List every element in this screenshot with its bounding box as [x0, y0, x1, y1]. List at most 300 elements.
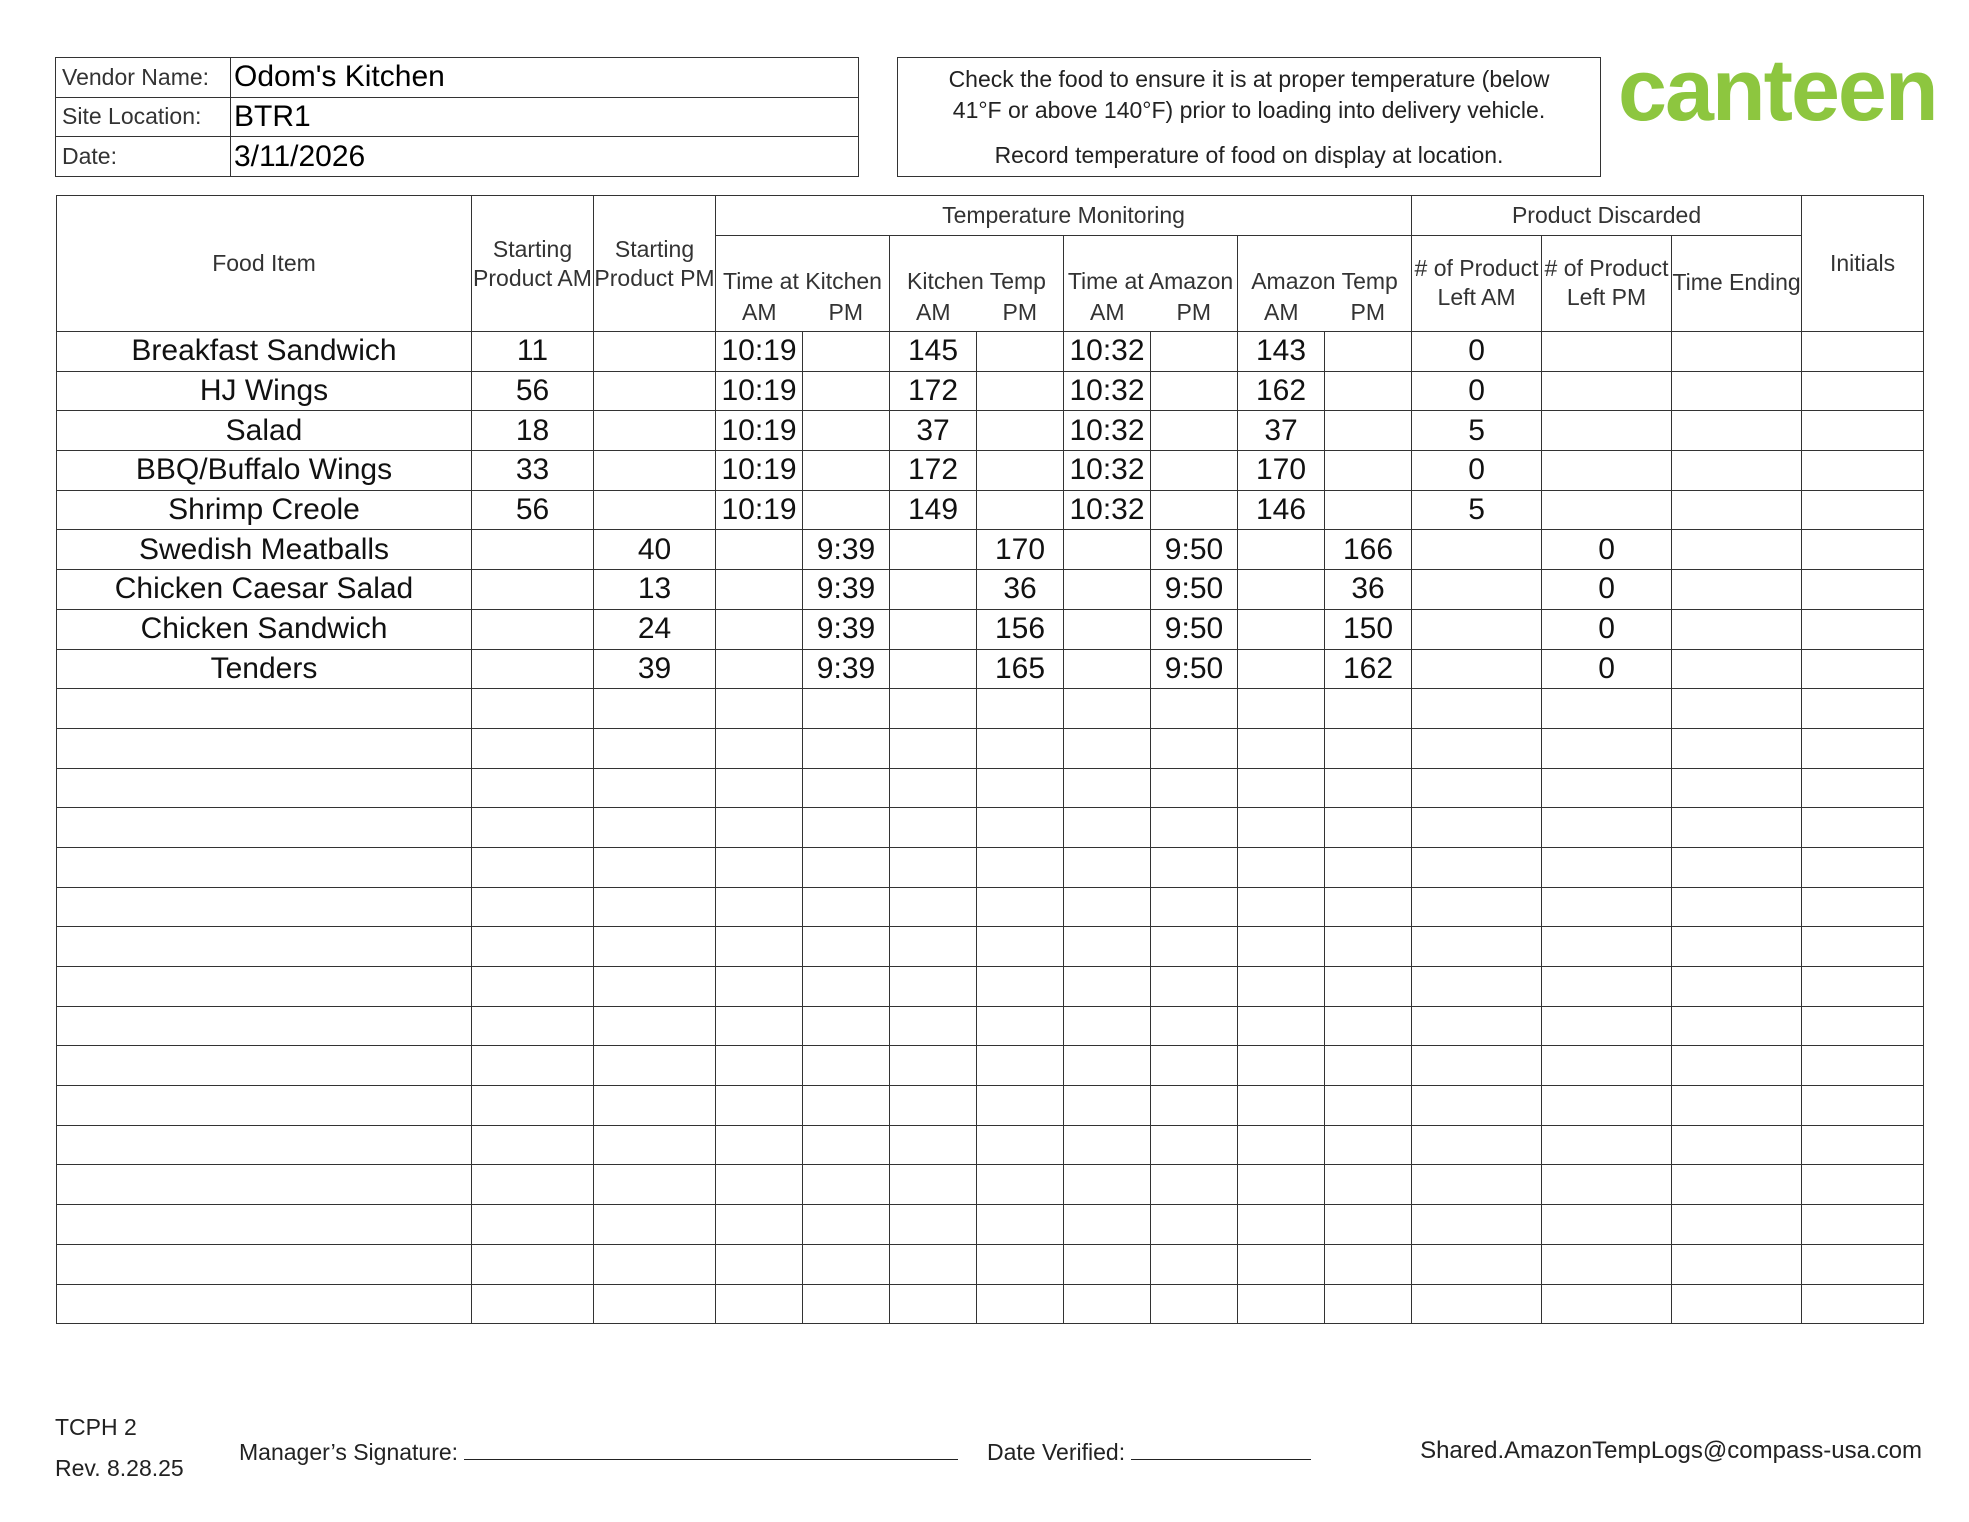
cell-amazon-time-pm[interactable]: [1151, 967, 1238, 1007]
cell-kitchen-temp-am[interactable]: [890, 887, 977, 927]
cell-food-item[interactable]: Chicken Sandwich: [57, 609, 472, 649]
date-field[interactable]: 3/11/2026: [231, 137, 859, 177]
cell-amazon-temp-am[interactable]: [1238, 967, 1325, 1007]
cell-initials[interactable]: [1802, 609, 1924, 649]
cell-initials[interactable]: [1802, 1244, 1924, 1284]
cell-left-am[interactable]: 0: [1412, 332, 1542, 372]
cell-kitchen-temp-pm[interactable]: [977, 728, 1064, 768]
cell-food-item[interactable]: [57, 768, 472, 808]
cell-food-item[interactable]: [57, 1046, 472, 1086]
cell-kitchen-time-am[interactable]: [716, 1205, 803, 1245]
cell-starting-pm[interactable]: [594, 847, 716, 887]
cell-amazon-temp-pm[interactable]: [1325, 332, 1412, 372]
cell-starting-am[interactable]: [472, 768, 594, 808]
cell-kitchen-temp-am[interactable]: [890, 1244, 977, 1284]
cell-kitchen-temp-pm[interactable]: [977, 887, 1064, 927]
cell-time-ending[interactable]: [1672, 570, 1802, 610]
cell-amazon-temp-am[interactable]: [1238, 530, 1325, 570]
cell-left-am[interactable]: 5: [1412, 411, 1542, 451]
cell-starting-am[interactable]: [472, 887, 594, 927]
cell-time-ending[interactable]: [1672, 847, 1802, 887]
cell-amazon-temp-pm[interactable]: [1325, 451, 1412, 491]
cell-left-am[interactable]: [1412, 1125, 1542, 1165]
cell-left-am[interactable]: [1412, 728, 1542, 768]
cell-starting-am[interactable]: [472, 1086, 594, 1126]
cell-food-item[interactable]: [57, 1205, 472, 1245]
cell-amazon-time-pm[interactable]: 9:50: [1151, 530, 1238, 570]
cell-left-pm[interactable]: [1542, 689, 1672, 729]
cell-kitchen-time-pm[interactable]: 9:39: [803, 570, 890, 610]
cell-amazon-temp-am[interactable]: [1238, 570, 1325, 610]
cell-amazon-temp-pm[interactable]: [1325, 689, 1412, 729]
cell-left-am[interactable]: [1412, 1086, 1542, 1126]
date-verified-line[interactable]: [1131, 1437, 1311, 1460]
cell-amazon-time-am[interactable]: 10:32: [1064, 371, 1151, 411]
cell-kitchen-temp-am[interactable]: [890, 570, 977, 610]
cell-time-ending[interactable]: [1672, 490, 1802, 530]
cell-kitchen-temp-pm[interactable]: 165: [977, 649, 1064, 689]
cell-kitchen-temp-am[interactable]: [890, 1205, 977, 1245]
cell-amazon-temp-pm[interactable]: 36: [1325, 570, 1412, 610]
cell-starting-pm[interactable]: [594, 411, 716, 451]
cell-kitchen-time-am[interactable]: [716, 847, 803, 887]
cell-amazon-temp-am[interactable]: [1238, 808, 1325, 848]
cell-kitchen-temp-pm[interactable]: 170: [977, 530, 1064, 570]
cell-initials[interactable]: [1802, 570, 1924, 610]
cell-starting-am[interactable]: [472, 1205, 594, 1245]
cell-kitchen-time-am[interactable]: [716, 1284, 803, 1324]
cell-left-pm[interactable]: 0: [1542, 570, 1672, 610]
cell-amazon-time-am[interactable]: [1064, 1125, 1151, 1165]
cell-left-pm[interactable]: [1542, 1165, 1672, 1205]
cell-left-am[interactable]: [1412, 609, 1542, 649]
cell-amazon-temp-pm[interactable]: [1325, 1046, 1412, 1086]
cell-kitchen-temp-am[interactable]: [890, 1125, 977, 1165]
cell-kitchen-temp-am[interactable]: [890, 728, 977, 768]
cell-food-item[interactable]: [57, 728, 472, 768]
cell-amazon-time-pm[interactable]: [1151, 490, 1238, 530]
cell-starting-pm[interactable]: [594, 927, 716, 967]
cell-initials[interactable]: [1802, 768, 1924, 808]
cell-starting-am[interactable]: 18: [472, 411, 594, 451]
cell-time-ending[interactable]: [1672, 728, 1802, 768]
cell-initials[interactable]: [1802, 967, 1924, 1007]
cell-amazon-time-pm[interactable]: [1151, 1284, 1238, 1324]
cell-amazon-temp-pm[interactable]: [1325, 728, 1412, 768]
cell-amazon-time-pm[interactable]: [1151, 1006, 1238, 1046]
cell-left-pm[interactable]: [1542, 1205, 1672, 1245]
cell-kitchen-time-pm[interactable]: [803, 1244, 890, 1284]
cell-food-item[interactable]: Tenders: [57, 649, 472, 689]
cell-amazon-time-am[interactable]: [1064, 689, 1151, 729]
cell-amazon-temp-pm[interactable]: [1325, 411, 1412, 451]
cell-initials[interactable]: [1802, 689, 1924, 729]
cell-kitchen-temp-am[interactable]: [890, 967, 977, 1007]
cell-left-am[interactable]: 5: [1412, 490, 1542, 530]
cell-kitchen-time-pm[interactable]: [803, 1205, 890, 1245]
cell-amazon-time-pm[interactable]: [1151, 1125, 1238, 1165]
cell-left-pm[interactable]: [1542, 1086, 1672, 1126]
cell-amazon-time-pm[interactable]: [1151, 689, 1238, 729]
cell-time-ending[interactable]: [1672, 1244, 1802, 1284]
cell-initials[interactable]: [1802, 728, 1924, 768]
cell-time-ending[interactable]: [1672, 451, 1802, 491]
cell-left-am[interactable]: [1412, 1244, 1542, 1284]
cell-starting-am[interactable]: [472, 1046, 594, 1086]
cell-amazon-temp-am[interactable]: 162: [1238, 371, 1325, 411]
cell-kitchen-temp-am[interactable]: 37: [890, 411, 977, 451]
cell-amazon-time-am[interactable]: [1064, 1244, 1151, 1284]
cell-amazon-temp-pm[interactable]: [1325, 847, 1412, 887]
cell-amazon-temp-am[interactable]: 37: [1238, 411, 1325, 451]
cell-kitchen-temp-pm[interactable]: [977, 1205, 1064, 1245]
cell-amazon-time-pm[interactable]: 9:50: [1151, 609, 1238, 649]
cell-amazon-time-am[interactable]: [1064, 570, 1151, 610]
cell-amazon-time-am[interactable]: [1064, 808, 1151, 848]
cell-left-pm[interactable]: [1542, 1244, 1672, 1284]
cell-kitchen-time-pm[interactable]: [803, 847, 890, 887]
cell-amazon-temp-pm[interactable]: [1325, 1284, 1412, 1324]
cell-starting-pm[interactable]: [594, 1205, 716, 1245]
cell-amazon-temp-am[interactable]: [1238, 887, 1325, 927]
cell-left-am[interactable]: [1412, 530, 1542, 570]
cell-kitchen-time-am[interactable]: [716, 728, 803, 768]
cell-amazon-temp-am[interactable]: 170: [1238, 451, 1325, 491]
cell-amazon-time-pm[interactable]: [1151, 451, 1238, 491]
cell-kitchen-temp-am[interactable]: [890, 847, 977, 887]
cell-kitchen-temp-am[interactable]: 145: [890, 332, 977, 372]
cell-starting-am[interactable]: [472, 570, 594, 610]
cell-left-pm[interactable]: [1542, 1046, 1672, 1086]
cell-time-ending[interactable]: [1672, 689, 1802, 729]
cell-starting-am[interactable]: 33: [472, 451, 594, 491]
cell-left-am[interactable]: [1412, 808, 1542, 848]
cell-amazon-time-am[interactable]: [1064, 728, 1151, 768]
cell-kitchen-time-am[interactable]: [716, 808, 803, 848]
cell-initials[interactable]: [1802, 332, 1924, 372]
cell-left-pm[interactable]: 0: [1542, 649, 1672, 689]
cell-amazon-time-pm[interactable]: [1151, 1244, 1238, 1284]
cell-food-item[interactable]: [57, 808, 472, 848]
vendor-name-field[interactable]: Odom's Kitchen: [231, 58, 859, 98]
cell-time-ending[interactable]: [1672, 1046, 1802, 1086]
cell-kitchen-time-am[interactable]: 10:19: [716, 490, 803, 530]
cell-food-item[interactable]: HJ Wings: [57, 371, 472, 411]
cell-kitchen-time-am[interactable]: [716, 1046, 803, 1086]
cell-starting-am[interactable]: [472, 927, 594, 967]
cell-amazon-time-am[interactable]: [1064, 1006, 1151, 1046]
cell-left-pm[interactable]: [1542, 490, 1672, 530]
cell-starting-am[interactable]: [472, 847, 594, 887]
cell-kitchen-temp-pm[interactable]: [977, 490, 1064, 530]
cell-left-pm[interactable]: [1542, 411, 1672, 451]
cell-time-ending[interactable]: [1672, 768, 1802, 808]
cell-starting-am[interactable]: 11: [472, 332, 594, 372]
cell-kitchen-temp-am[interactable]: 172: [890, 451, 977, 491]
cell-time-ending[interactable]: [1672, 1165, 1802, 1205]
cell-starting-am[interactable]: [472, 967, 594, 1007]
cell-starting-pm[interactable]: [594, 371, 716, 411]
cell-starting-pm[interactable]: [594, 1244, 716, 1284]
cell-starting-am[interactable]: 56: [472, 490, 594, 530]
cell-left-am[interactable]: [1412, 1006, 1542, 1046]
cell-left-am[interactable]: [1412, 1284, 1542, 1324]
cell-kitchen-temp-pm[interactable]: [977, 1244, 1064, 1284]
cell-starting-am[interactable]: [472, 808, 594, 848]
cell-food-item[interactable]: [57, 1284, 472, 1324]
cell-starting-am[interactable]: [472, 1284, 594, 1324]
cell-kitchen-time-pm[interactable]: [803, 927, 890, 967]
cell-kitchen-time-pm[interactable]: [803, 371, 890, 411]
cell-food-item[interactable]: [57, 887, 472, 927]
cell-food-item[interactable]: [57, 1086, 472, 1126]
cell-kitchen-time-am[interactable]: 10:19: [716, 332, 803, 372]
cell-kitchen-temp-pm[interactable]: 36: [977, 570, 1064, 610]
cell-left-pm[interactable]: [1542, 728, 1672, 768]
cell-kitchen-time-pm[interactable]: 9:39: [803, 609, 890, 649]
cell-starting-pm[interactable]: [594, 490, 716, 530]
cell-amazon-time-pm[interactable]: [1151, 371, 1238, 411]
cell-kitchen-temp-am[interactable]: [890, 1046, 977, 1086]
cell-amazon-temp-am[interactable]: [1238, 1125, 1325, 1165]
cell-amazon-time-pm[interactable]: [1151, 1086, 1238, 1126]
cell-food-item[interactable]: [57, 1244, 472, 1284]
cell-initials[interactable]: [1802, 1006, 1924, 1046]
cell-kitchen-time-am[interactable]: 10:19: [716, 371, 803, 411]
cell-amazon-time-pm[interactable]: [1151, 728, 1238, 768]
cell-amazon-temp-am[interactable]: [1238, 1284, 1325, 1324]
cell-kitchen-temp-pm[interactable]: [977, 1046, 1064, 1086]
cell-kitchen-time-am[interactable]: [716, 887, 803, 927]
cell-time-ending[interactable]: [1672, 371, 1802, 411]
cell-starting-am[interactable]: [472, 530, 594, 570]
cell-left-pm[interactable]: [1542, 808, 1672, 848]
cell-kitchen-temp-am[interactable]: 172: [890, 371, 977, 411]
cell-starting-pm[interactable]: [594, 728, 716, 768]
cell-amazon-temp-pm[interactable]: 150: [1325, 609, 1412, 649]
cell-amazon-time-am[interactable]: [1064, 530, 1151, 570]
cell-kitchen-time-pm[interactable]: [803, 411, 890, 451]
cell-kitchen-time-am[interactable]: [716, 1244, 803, 1284]
cell-starting-am[interactable]: [472, 689, 594, 729]
cell-time-ending[interactable]: [1672, 1284, 1802, 1324]
cell-left-am[interactable]: [1412, 1046, 1542, 1086]
cell-amazon-temp-am[interactable]: [1238, 1006, 1325, 1046]
cell-kitchen-temp-pm[interactable]: [977, 1284, 1064, 1324]
cell-left-am[interactable]: [1412, 1165, 1542, 1205]
cell-left-pm[interactable]: [1542, 1284, 1672, 1324]
cell-food-item[interactable]: Chicken Caesar Salad: [57, 570, 472, 610]
cell-kitchen-time-pm[interactable]: [803, 332, 890, 372]
cell-amazon-temp-am[interactable]: [1238, 768, 1325, 808]
cell-food-item[interactable]: [57, 1165, 472, 1205]
cell-kitchen-time-am[interactable]: [716, 1086, 803, 1126]
cell-left-am[interactable]: [1412, 689, 1542, 729]
cell-kitchen-temp-am[interactable]: [890, 768, 977, 808]
cell-left-pm[interactable]: [1542, 451, 1672, 491]
cell-kitchen-temp-am[interactable]: [890, 649, 977, 689]
cell-amazon-time-am[interactable]: [1064, 887, 1151, 927]
cell-starting-pm[interactable]: [594, 689, 716, 729]
cell-starting-pm[interactable]: 39: [594, 649, 716, 689]
cell-amazon-temp-pm[interactable]: [1325, 371, 1412, 411]
cell-starting-am[interactable]: [472, 609, 594, 649]
cell-food-item[interactable]: [57, 927, 472, 967]
cell-kitchen-temp-pm[interactable]: [977, 1125, 1064, 1165]
cell-time-ending[interactable]: [1672, 927, 1802, 967]
cell-initials[interactable]: [1802, 887, 1924, 927]
cell-amazon-time-pm[interactable]: [1151, 768, 1238, 808]
cell-amazon-time-am[interactable]: [1064, 1165, 1151, 1205]
cell-kitchen-time-pm[interactable]: 9:39: [803, 649, 890, 689]
cell-food-item[interactable]: Breakfast Sandwich: [57, 332, 472, 372]
cell-left-pm[interactable]: [1542, 847, 1672, 887]
cell-food-item[interactable]: Swedish Meatballs: [57, 530, 472, 570]
cell-amazon-temp-am[interactable]: [1238, 927, 1325, 967]
cell-kitchen-time-pm[interactable]: 9:39: [803, 530, 890, 570]
cell-time-ending[interactable]: [1672, 967, 1802, 1007]
cell-amazon-time-am[interactable]: [1064, 847, 1151, 887]
cell-starting-pm[interactable]: 13: [594, 570, 716, 610]
cell-amazon-temp-pm[interactable]: [1325, 1205, 1412, 1245]
cell-amazon-time-pm[interactable]: [1151, 927, 1238, 967]
cell-amazon-time-pm[interactable]: 9:50: [1151, 570, 1238, 610]
cell-left-pm[interactable]: [1542, 1006, 1672, 1046]
cell-left-am[interactable]: [1412, 847, 1542, 887]
cell-initials[interactable]: [1802, 451, 1924, 491]
cell-left-am[interactable]: [1412, 1205, 1542, 1245]
cell-time-ending[interactable]: [1672, 609, 1802, 649]
cell-kitchen-temp-pm[interactable]: [977, 451, 1064, 491]
cell-initials[interactable]: [1802, 1205, 1924, 1245]
cell-kitchen-time-pm[interactable]: [803, 967, 890, 1007]
cell-kitchen-temp-pm[interactable]: [977, 411, 1064, 451]
cell-amazon-temp-am[interactable]: [1238, 1205, 1325, 1245]
cell-kitchen-temp-am[interactable]: [890, 808, 977, 848]
cell-left-pm[interactable]: 0: [1542, 530, 1672, 570]
cell-kitchen-time-pm[interactable]: [803, 1165, 890, 1205]
cell-kitchen-time-pm[interactable]: [803, 728, 890, 768]
cell-starting-am[interactable]: [472, 1125, 594, 1165]
cell-left-pm[interactable]: [1542, 332, 1672, 372]
cell-kitchen-temp-pm[interactable]: [977, 927, 1064, 967]
cell-amazon-temp-pm[interactable]: [1325, 1244, 1412, 1284]
cell-initials[interactable]: [1802, 1046, 1924, 1086]
cell-kitchen-temp-pm[interactable]: [977, 1006, 1064, 1046]
cell-starting-pm[interactable]: [594, 1006, 716, 1046]
cell-amazon-temp-am[interactable]: [1238, 649, 1325, 689]
cell-left-am[interactable]: [1412, 927, 1542, 967]
cell-amazon-temp-pm[interactable]: 166: [1325, 530, 1412, 570]
cell-starting-pm[interactable]: [594, 1165, 716, 1205]
cell-kitchen-time-pm[interactable]: [803, 1046, 890, 1086]
cell-left-pm[interactable]: 0: [1542, 609, 1672, 649]
cell-starting-pm[interactable]: [594, 768, 716, 808]
cell-amazon-temp-pm[interactable]: [1325, 1086, 1412, 1126]
cell-initials[interactable]: [1802, 1125, 1924, 1165]
cell-kitchen-temp-pm[interactable]: [977, 808, 1064, 848]
cell-kitchen-time-pm[interactable]: [803, 1006, 890, 1046]
cell-kitchen-time-am[interactable]: [716, 530, 803, 570]
cell-food-item[interactable]: Shrimp Creole: [57, 490, 472, 530]
cell-kitchen-time-am[interactable]: [716, 927, 803, 967]
cell-left-pm[interactable]: [1542, 887, 1672, 927]
cell-starting-am[interactable]: [472, 649, 594, 689]
cell-amazon-time-am[interactable]: 10:32: [1064, 490, 1151, 530]
cell-left-am[interactable]: [1412, 967, 1542, 1007]
cell-amazon-time-am[interactable]: [1064, 1205, 1151, 1245]
cell-kitchen-time-am[interactable]: [716, 570, 803, 610]
cell-initials[interactable]: [1802, 1165, 1924, 1205]
cell-left-pm[interactable]: [1542, 371, 1672, 411]
cell-starting-pm[interactable]: [594, 332, 716, 372]
cell-kitchen-time-pm[interactable]: [803, 887, 890, 927]
cell-initials[interactable]: [1802, 1086, 1924, 1126]
cell-amazon-temp-pm[interactable]: [1325, 887, 1412, 927]
cell-kitchen-time-pm[interactable]: [803, 451, 890, 491]
cell-kitchen-time-am[interactable]: [716, 1006, 803, 1046]
cell-starting-pm[interactable]: [594, 1125, 716, 1165]
cell-kitchen-time-am[interactable]: 10:19: [716, 411, 803, 451]
cell-amazon-time-am[interactable]: 10:32: [1064, 411, 1151, 451]
cell-initials[interactable]: [1802, 530, 1924, 570]
cell-time-ending[interactable]: [1672, 808, 1802, 848]
cell-amazon-time-am[interactable]: [1064, 1086, 1151, 1126]
cell-amazon-time-pm[interactable]: [1151, 1205, 1238, 1245]
cell-left-am[interactable]: [1412, 570, 1542, 610]
cell-initials[interactable]: [1802, 1284, 1924, 1324]
cell-amazon-time-pm[interactable]: [1151, 1046, 1238, 1086]
cell-starting-pm[interactable]: [594, 1046, 716, 1086]
cell-initials[interactable]: [1802, 490, 1924, 530]
cell-starting-am[interactable]: [472, 1244, 594, 1284]
cell-time-ending[interactable]: [1672, 332, 1802, 372]
cell-starting-pm[interactable]: [594, 887, 716, 927]
cell-amazon-time-am[interactable]: [1064, 609, 1151, 649]
site-location-field[interactable]: BTR1: [231, 97, 859, 137]
cell-left-am[interactable]: [1412, 887, 1542, 927]
cell-initials[interactable]: [1802, 847, 1924, 887]
cell-time-ending[interactable]: [1672, 887, 1802, 927]
cell-time-ending[interactable]: [1672, 530, 1802, 570]
cell-starting-pm[interactable]: 40: [594, 530, 716, 570]
cell-amazon-time-pm[interactable]: [1151, 808, 1238, 848]
cell-starting-pm[interactable]: [594, 967, 716, 1007]
cell-kitchen-time-am[interactable]: [716, 689, 803, 729]
cell-initials[interactable]: [1802, 808, 1924, 848]
cell-kitchen-temp-pm[interactable]: [977, 967, 1064, 1007]
cell-left-pm[interactable]: [1542, 967, 1672, 1007]
cell-left-pm[interactable]: [1542, 768, 1672, 808]
cell-kitchen-temp-am[interactable]: [890, 1165, 977, 1205]
cell-kitchen-time-pm[interactable]: [803, 768, 890, 808]
cell-food-item[interactable]: BBQ/Buffalo Wings: [57, 451, 472, 491]
cell-kitchen-temp-am[interactable]: [890, 1284, 977, 1324]
cell-amazon-time-am[interactable]: [1064, 967, 1151, 1007]
cell-amazon-temp-am[interactable]: [1238, 728, 1325, 768]
manager-signature-line[interactable]: [464, 1437, 958, 1460]
cell-kitchen-time-am[interactable]: [716, 649, 803, 689]
cell-time-ending[interactable]: [1672, 1125, 1802, 1165]
cell-kitchen-time-pm[interactable]: [803, 1284, 890, 1324]
cell-initials[interactable]: [1802, 371, 1924, 411]
cell-kitchen-time-am[interactable]: [716, 1125, 803, 1165]
cell-left-pm[interactable]: [1542, 927, 1672, 967]
cell-left-am[interactable]: 0: [1412, 371, 1542, 411]
cell-kitchen-temp-pm[interactable]: [977, 371, 1064, 411]
cell-kitchen-time-pm[interactable]: [803, 490, 890, 530]
cell-starting-pm[interactable]: 24: [594, 609, 716, 649]
